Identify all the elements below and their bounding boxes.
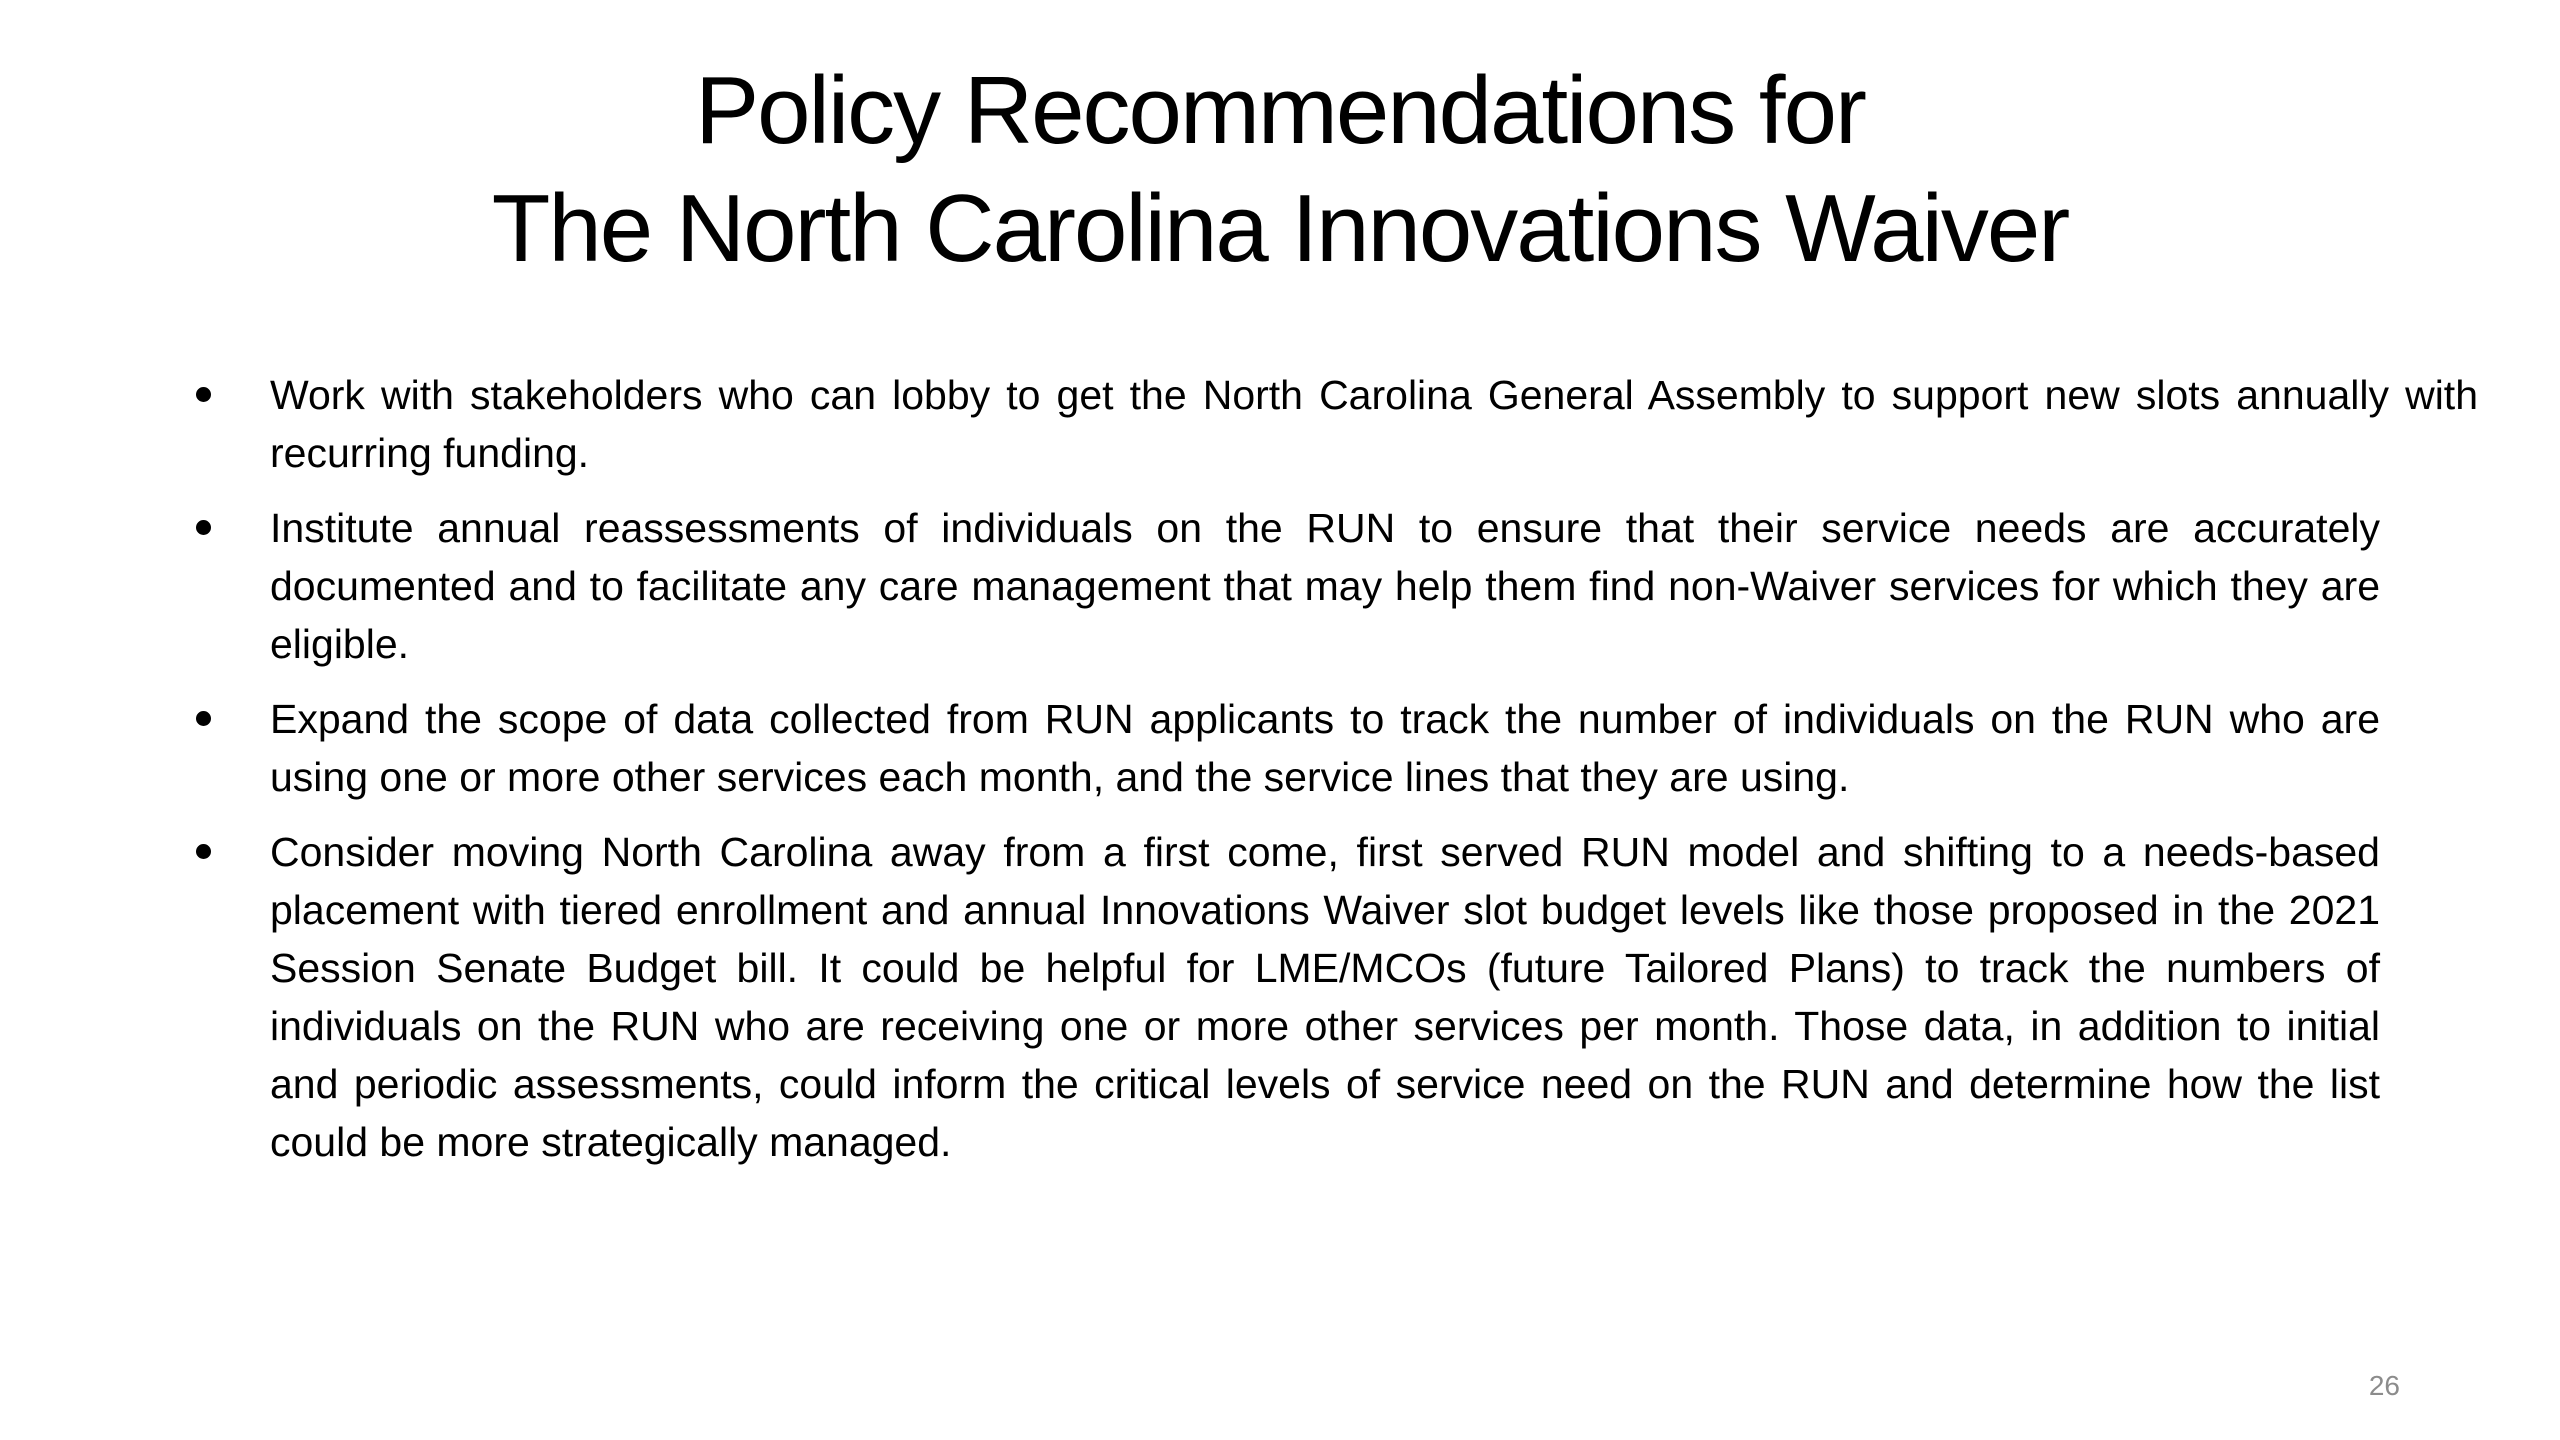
recommendation-text: Institute annual reassessments of individuals on the RUN to ensure that their service needs are accurately documented and to facilitate any care management that may help them find non-Waiver services for which they are eligible. <box>270 505 2380 667</box>
bullet-dot-icon <box>196 520 211 535</box>
recommendation-text: Consider moving North Carolina away from a first come, first served RUN model and shifting to a needs-based placement with tiered enrollment and annual Innovations Waiver slot budget levels like those proposed in the 2021 Session Senate Budget bill. It could be helpful for LME/MCOs (future Tailored Plans) to track the numbers of individuals on the RUN who are receiving one or more other services per month. Those data, in addition to initial and periodic assessments, could inform the critical levels of service need on the RUN and determine how the list could be more strategically managed. <box>270 829 2380 1165</box>
title-line-1: Policy Recommendations for <box>695 57 1865 164</box>
recommendation-item <box>196 690 2380 806</box>
slide-title <box>200 52 2360 288</box>
recommendation-item <box>196 366 2478 482</box>
recommendations-list <box>196 366 2478 1188</box>
bullet-dot-icon <box>196 844 211 859</box>
recommendation-text: Expand the scope of data collected from RUN applicants to track the number of individuals on the RUN who are using one or more other services each month, and the service lines that they are using. <box>270 696 2380 800</box>
page-number: 26 <box>2368 1370 2400 1401</box>
bullet-dot-icon <box>196 387 211 402</box>
recommendation-text: Work with stakeholders who can lobby to get the North Carolina General Assembly to support new slots annually with recurring funding. <box>270 372 2478 476</box>
recommendation-item <box>196 823 2380 1171</box>
bullet-dot-icon <box>196 711 211 726</box>
recommendation-item <box>196 499 2380 673</box>
title-line-2: The North Carolina Innovations Waiver <box>491 175 2069 282</box>
